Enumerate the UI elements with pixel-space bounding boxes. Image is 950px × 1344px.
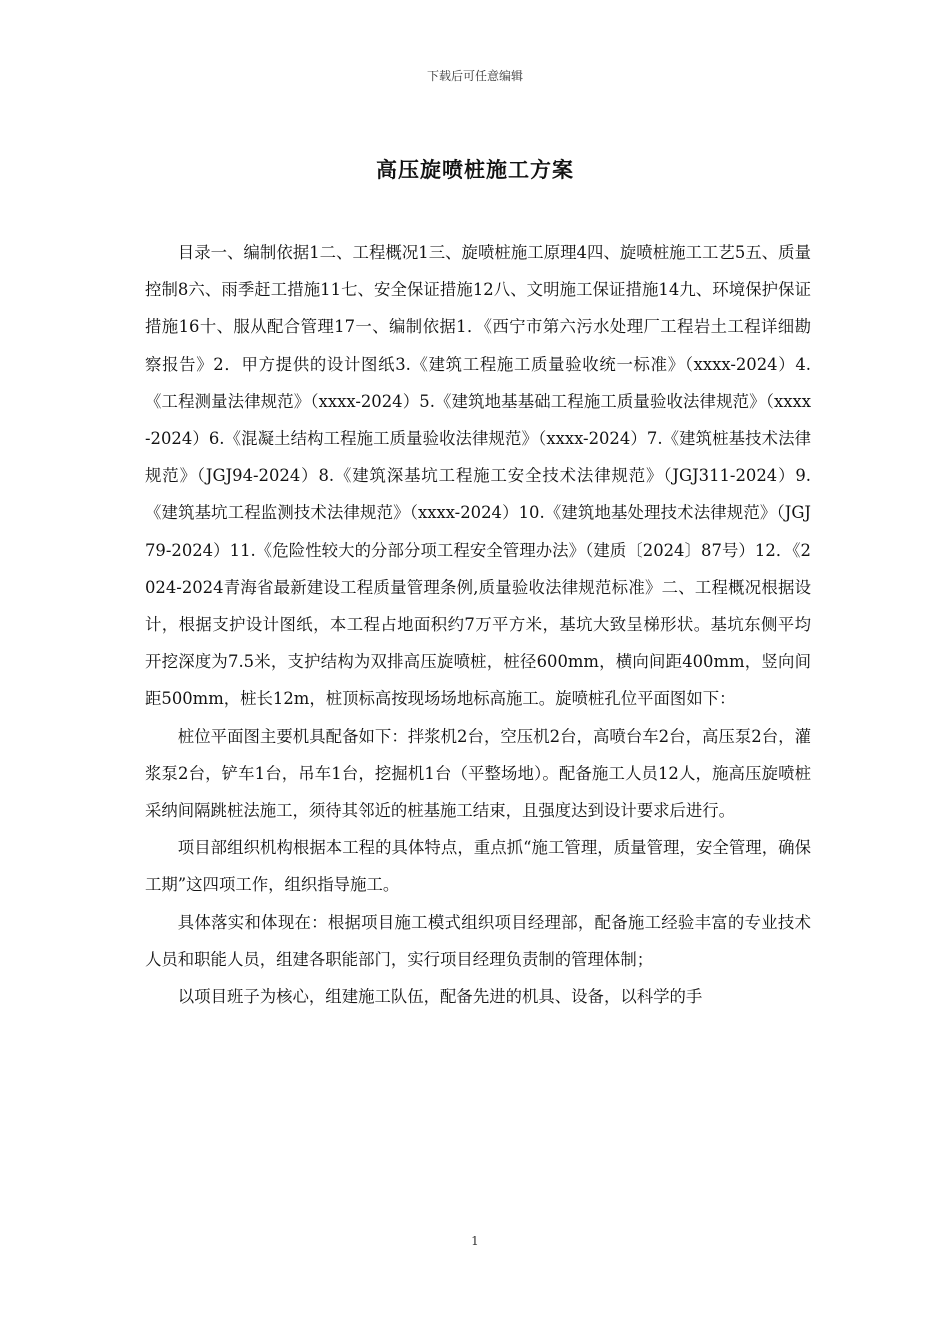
document-body (145, 234, 811, 1015)
body-paragraph-implementation: 具体落实和体现在：根据项目施工模式组织项目经理部，配备施工经验丰富的专业技术人员和职能人员，组建各职能部门，实行项目经理负责制的管理体制； (145, 912, 811, 969)
body-paragraph-equipment: 桩位平面图主要机具配备如下：拌浆机2台，空压机2台，高喷台车2台，高压泵2台，灌浆泵2台，铲车1台，吊车1台，挖掘机1台（平整场地）。配备施工人员12人，施高压旋喷桩采纳间隔跳桩法施工，须待其邻近的桩基施工结束，且强度达到设计要求后进行。 (145, 726, 811, 821)
body-paragraph-toc-and-overview: 目录一、编制依据1二、工程概况1三、旋喷桩施工原理4四、旋喷桩施工工艺5五、质量控制8六、雨季赶工措施11七、安全保证措施12八、文明施工保证措施14九、环境保护保证措施16十、服从配合管理17一、编制依据1．《西宁市第六污水处理厂工程岩土工程详细勘察报告》2．甲方提供的设计图纸3.《建筑工程施工质量验收统一标准》（xxxx-2024）4.《工程测量法律规范》（xxxx-2024）5.《建筑地基基础工程施工质量验收法律规范》（xxxx-2024）6.《混凝土结构工程施工质量验收法律规范》（xxxx-2024）7.《建筑桩基技术法律规范》（JGJ94-2024）8.《建筑深基坑工程施工安全技术法律规范》（JGJ311-2024）9.《建筑基坑工程监测技术法律规范》（xxxx-2024）10.《建筑地基处理技术法律规范》（JGJ79-2024）11.《危险性较大的分部分项工程安全管理办法》（建质〔2024〕87号）12．《2024-2024青海省最新建设工程质量管理条例,质量验收法律规范标准》二、工程概况根据设计，根据支护设计图纸，本工程占地面积约7万平方米，基坑大致呈梯形状。基坑东侧平均开挖深度为7.5米，支护结构为双排高压旋喷桩，桩径600mm，横向间距400mm，竖向间距500mm，桩长12m，桩顶标高按现场场地标高施工。旋喷桩孔位平面图如下： (145, 243, 811, 709)
body-paragraph-team: 以项目班子为核心，组建施工队伍，配备先进的机具、设备，以科学的手 (177, 987, 703, 1007)
body-paragraph-organization: 项目部组织机构根据本工程的具体特点，重点抓“施工管理，质量管理，安全管理，确保工期”这四项工作，组织指导施工。 (145, 838, 811, 895)
page-header-note: 下载后可任意编辑 (426, 69, 523, 83)
page-number: 1 (471, 1234, 479, 1248)
document-title: 高压旋喷桩施工方案 (376, 157, 574, 182)
